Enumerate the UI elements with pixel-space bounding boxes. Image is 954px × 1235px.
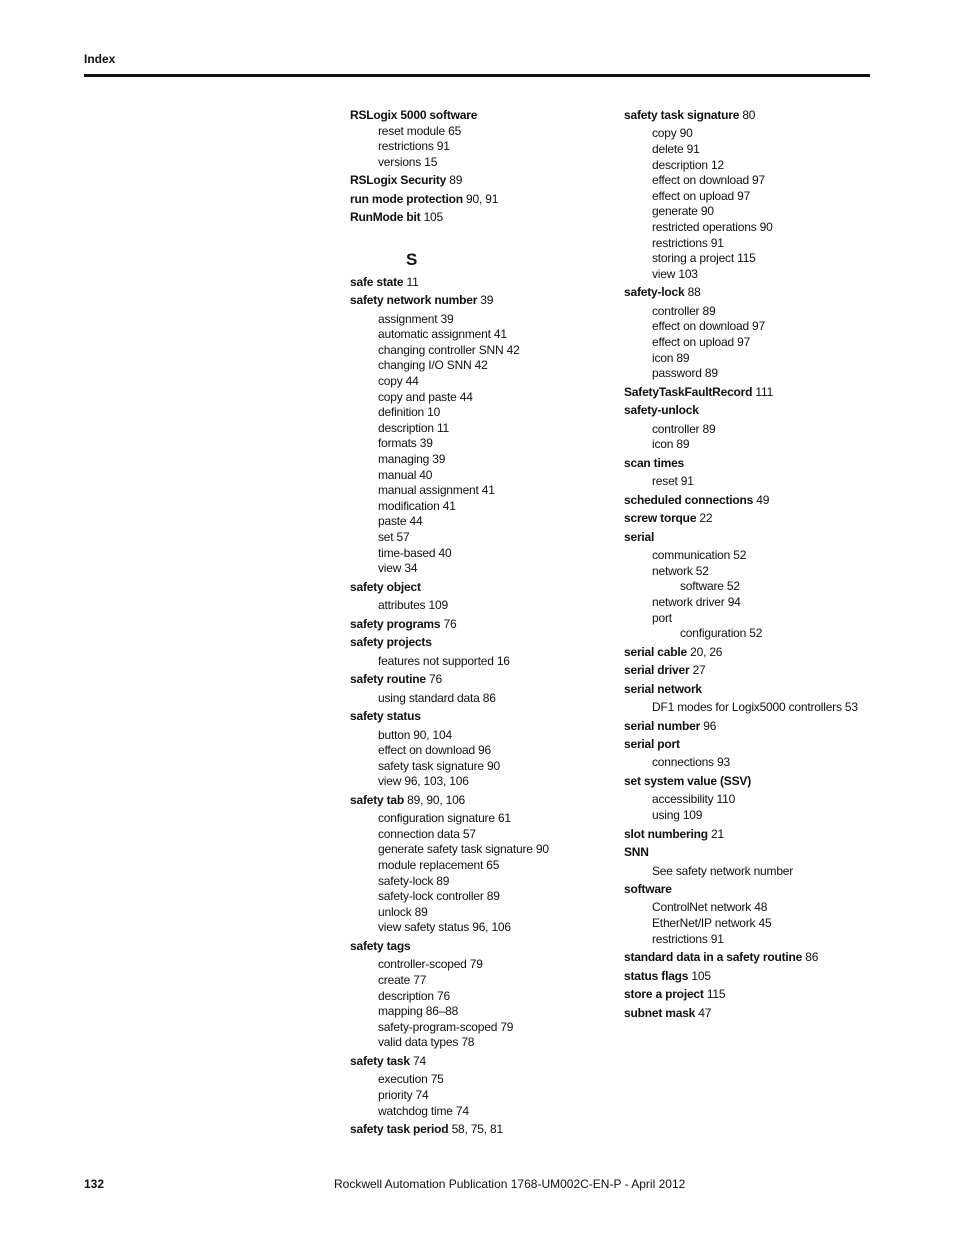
index-term: safety-lock xyxy=(624,285,685,300)
index-subentry-text: features not supported 16 xyxy=(378,653,510,668)
index-subentry-text: versions 15 xyxy=(378,154,438,169)
index-subentry xyxy=(350,743,605,759)
index-entry xyxy=(624,827,874,843)
index-subentry xyxy=(624,474,874,490)
index-term: screw torque xyxy=(624,511,697,526)
index-subentry xyxy=(350,598,605,614)
index-subentry-text: See safety network number xyxy=(652,863,794,878)
index-term: subnet mask xyxy=(624,1005,696,1020)
index-entry xyxy=(624,456,874,472)
index-term: software xyxy=(624,881,672,896)
index-subentry xyxy=(624,548,874,564)
index-page-refs: 39 xyxy=(477,293,494,308)
index-entry xyxy=(624,493,874,509)
index-subentry xyxy=(624,204,874,220)
index-subentry xyxy=(624,900,874,916)
index-subentry-text: configuration signature 61 xyxy=(378,811,511,826)
index-term: safety tags xyxy=(350,938,411,953)
index-subentry-text: software 52 xyxy=(680,579,740,594)
index-entry xyxy=(624,845,874,861)
index-subentry-text: definition 10 xyxy=(378,405,441,420)
index-subentry xyxy=(624,236,874,252)
index-page-refs: 21 xyxy=(707,826,724,841)
index-subentry-text: port xyxy=(652,610,672,625)
index-subentry xyxy=(624,335,874,351)
index-subentry xyxy=(350,957,605,973)
index-term: scan times xyxy=(624,455,685,470)
index-subentry-text: using standard data 86 xyxy=(378,690,496,705)
index-term: safety network number xyxy=(350,293,478,308)
index-term: safety task signature xyxy=(624,108,740,122)
index-subentry xyxy=(350,1104,605,1120)
index-subentry xyxy=(624,564,874,580)
index-term: serial port xyxy=(624,737,680,751)
index-subentry xyxy=(350,691,605,707)
index-subentry xyxy=(350,483,605,499)
index-term: run mode protection xyxy=(350,191,463,206)
index-subentry xyxy=(350,1020,605,1036)
index-entry xyxy=(350,793,605,809)
index-subentry xyxy=(350,390,605,406)
index-entry xyxy=(350,635,605,651)
index-subentry-text: connection data 57 xyxy=(378,826,476,841)
index-subentry-text: connections 93 xyxy=(652,755,730,770)
index-term: serial number xyxy=(624,718,701,733)
index-page-refs: 96 xyxy=(700,718,717,733)
index-term: safety object xyxy=(350,579,421,594)
index-subentry xyxy=(350,654,605,670)
index-subentry xyxy=(350,1072,605,1088)
index-subentry xyxy=(624,864,874,880)
index-subentry xyxy=(350,759,605,775)
index-entry xyxy=(624,969,874,985)
index-subentry-text: set 57 xyxy=(378,530,410,544)
index-entry xyxy=(350,275,605,291)
index-entry xyxy=(350,709,605,725)
index-subentry-text: manual 40 xyxy=(378,467,433,482)
index-subentry xyxy=(350,405,605,421)
index-subentry xyxy=(624,251,874,267)
index-subentry-text: effect on download 97 xyxy=(652,173,766,188)
index-entry xyxy=(624,385,874,401)
index-subentry xyxy=(350,374,605,390)
index-subentry xyxy=(624,267,874,283)
index-subentry xyxy=(624,422,874,438)
index-subentry-text: copy and paste 44 xyxy=(378,389,473,404)
index-subentry-text: create 77 xyxy=(378,973,427,988)
index-subentry xyxy=(624,158,874,174)
index-subentry-text: assignment 39 xyxy=(378,311,454,326)
index-subentry-text: view 103 xyxy=(652,266,698,281)
index-subentry xyxy=(624,755,874,771)
index-subentry xyxy=(350,1088,605,1104)
index-subentry-text: safety-program-scoped 79 xyxy=(378,1019,514,1034)
index-subentry xyxy=(350,124,605,140)
index-subentry-text: restrictions 91 xyxy=(652,235,724,250)
index-subentry-text: generate safety task signature 90 xyxy=(378,842,549,857)
index-subentry-text: effect on upload 97 xyxy=(652,334,751,349)
index-subentry xyxy=(624,142,874,158)
index-subentry-text: changing controller SNN 42 xyxy=(378,342,520,357)
index-subentry xyxy=(350,312,605,328)
index-subsubentry xyxy=(624,579,874,595)
index-subentry-text: view safety status 96, 106 xyxy=(378,920,511,935)
index-subentry xyxy=(350,858,605,874)
index-subentry xyxy=(624,220,874,236)
index-subentry xyxy=(624,932,874,948)
index-term: status flags xyxy=(624,968,689,983)
index-term: safety projects xyxy=(350,635,432,650)
index-subentry xyxy=(350,421,605,437)
index-subentry xyxy=(624,611,874,627)
index-term: safety-unlock xyxy=(624,403,699,418)
index-entry xyxy=(624,950,874,966)
index-term: serial network xyxy=(624,681,702,696)
index-entry xyxy=(350,1054,605,1070)
index-column-left xyxy=(350,108,605,1138)
index-subentry xyxy=(624,351,874,367)
index-subentry-text: description 76 xyxy=(378,988,450,1003)
index-entry xyxy=(624,530,874,546)
publication-info: Rockwell Automation Publication 1768-UM002C-EN-P - April 2012 xyxy=(334,1177,686,1191)
index-page-refs: 11 xyxy=(403,274,419,289)
index-subentry xyxy=(350,1004,605,1020)
index-subentry xyxy=(350,811,605,827)
index-subentry-text: controller-scoped 79 xyxy=(378,957,483,972)
index-subentry-text: effect on download 96 xyxy=(378,743,492,758)
index-subentry-text: storing a project 115 xyxy=(652,251,756,266)
index-subentry-text: DF1 modes for Logix5000 controllers 53 xyxy=(652,700,858,715)
index-subentry-text: time-based 40 xyxy=(378,545,452,560)
index-subentry xyxy=(624,173,874,189)
index-term: safe state xyxy=(350,274,404,289)
index-subentry xyxy=(350,874,605,890)
index-subentry-text: controller 89 xyxy=(652,421,716,436)
index-subentry-text: generate 90 xyxy=(652,204,714,219)
index-entry xyxy=(624,774,874,790)
index-term: SNN xyxy=(624,845,649,860)
index-subentry-text: modification 41 xyxy=(378,498,456,513)
index-entry xyxy=(624,719,874,735)
index-subentry-text: using 109 xyxy=(652,808,703,823)
index-subentry-text: managing 39 xyxy=(378,452,446,467)
index-page-refs: 115 xyxy=(703,987,726,1002)
index-subentry-text: valid data types 78 xyxy=(378,1035,475,1050)
index-page-refs: 49 xyxy=(753,492,770,507)
index-subentry-text: effect on download 97 xyxy=(652,319,766,334)
index-subentry-text: description 11 xyxy=(378,420,450,435)
index-entry xyxy=(624,285,874,301)
index-subentry-text: restrictions 91 xyxy=(378,139,450,154)
index-subentry-text: safety-lock controller 89 xyxy=(378,889,500,904)
index-term: store a project xyxy=(624,987,704,1002)
index-subentry xyxy=(624,792,874,808)
index-entry xyxy=(624,108,874,124)
index-column-right xyxy=(624,108,874,1021)
index-subentry xyxy=(350,1035,605,1051)
index-page-refs: 58, 75, 81 xyxy=(448,1122,503,1137)
index-page-refs: 88 xyxy=(684,285,701,300)
index-term: safety routine xyxy=(350,672,426,687)
index-section-letter: S xyxy=(406,249,418,269)
index-entry xyxy=(350,617,605,633)
index-subentry-text: copy 90 xyxy=(652,126,693,141)
index-term: scheduled connections xyxy=(624,492,754,507)
index-entry xyxy=(350,173,605,189)
index-entry xyxy=(624,882,874,898)
index-entry xyxy=(350,293,605,309)
index-subentry xyxy=(350,468,605,484)
index-entry xyxy=(350,108,605,124)
index-subentry-text: view 96, 103, 106 xyxy=(378,774,469,789)
index-term: serial driver xyxy=(624,663,690,678)
index-term: set system value (SSV) xyxy=(624,773,751,788)
index-subentry-text: copy 44 xyxy=(378,374,419,389)
index-subentry xyxy=(350,989,605,1005)
index-subentry xyxy=(350,436,605,452)
index-subentry-text: EtherNet/IP network 45 xyxy=(652,916,772,931)
index-subentry-text: restricted operations 90 xyxy=(652,220,773,235)
index-subentry xyxy=(624,916,874,932)
index-subentry-text: unlock 89 xyxy=(378,904,428,919)
index-subentry xyxy=(350,774,605,790)
index-subentry-text: manual assignment 41 xyxy=(378,483,495,498)
index-term: safety task xyxy=(350,1053,410,1068)
index-subentry xyxy=(624,437,874,453)
index-subentry xyxy=(624,189,874,205)
index-subentry-text: password 89 xyxy=(652,366,718,381)
index-subentry-text: network 52 xyxy=(652,563,709,578)
index-term: safety programs xyxy=(350,616,441,631)
index-page-refs: 47 xyxy=(695,1005,712,1020)
index-term: SafetyTaskFaultRecord xyxy=(624,384,753,399)
index-entry xyxy=(350,672,605,688)
index-subentry-text: formats 39 xyxy=(378,436,433,451)
index-entry xyxy=(624,682,874,698)
index-subentry xyxy=(624,126,874,142)
index-entry xyxy=(624,403,874,419)
header-rule xyxy=(84,74,870,77)
index-entry xyxy=(624,511,874,527)
index-page-refs: 76 xyxy=(425,672,442,687)
index-subentry-text: network driver 94 xyxy=(652,594,741,609)
index-subentry xyxy=(624,700,874,716)
index-entry xyxy=(624,737,874,753)
index-page-refs: 105 xyxy=(420,210,444,225)
index-term: safety tab xyxy=(350,792,405,807)
index-entry xyxy=(350,939,605,955)
index-subsubentry xyxy=(624,626,874,642)
index-subentry xyxy=(350,827,605,843)
index-page-refs: 90, 91 xyxy=(462,191,499,206)
index-subentry xyxy=(350,920,605,936)
index-page-refs: 74 xyxy=(409,1053,426,1068)
index-subentry xyxy=(350,561,605,577)
index-subentry-text: ControlNet network 48 xyxy=(652,900,768,915)
index-entry xyxy=(350,210,605,226)
index-subentry xyxy=(624,595,874,611)
index-subentry xyxy=(624,304,874,320)
index-subentry xyxy=(350,546,605,562)
running-header-title: Index xyxy=(84,52,116,66)
index-entry xyxy=(624,645,874,661)
index-subentry xyxy=(350,728,605,744)
page-number: 132 xyxy=(84,1177,105,1191)
index-page-refs: 22 xyxy=(696,511,713,526)
index-subentry-text: changing I/O SNN 42 xyxy=(378,358,488,373)
index-entry xyxy=(350,1122,605,1138)
index-subentry-text: safety-lock 89 xyxy=(378,873,450,888)
index-page-refs: 89, 90, 106 xyxy=(404,792,466,807)
index-subentry xyxy=(624,808,874,824)
index-entry xyxy=(624,987,874,1003)
index-subentry-text: description 12 xyxy=(652,157,724,172)
index-subentry-text: watchdog time 74 xyxy=(378,1103,469,1118)
index-page-refs: 89 xyxy=(446,173,463,188)
index-subentry xyxy=(624,319,874,335)
index-subentry-text: reset 91 xyxy=(652,474,694,489)
index-subentry-text: delete 91 xyxy=(652,142,700,157)
index-term: RSLogix 5000 software xyxy=(350,108,478,122)
index-subentry-text: configuration 52 xyxy=(680,626,763,641)
index-subentry-text: view 34 xyxy=(378,561,418,576)
index-entry xyxy=(624,663,874,679)
index-subentry-text: button 90, 104 xyxy=(378,727,452,742)
index-subentry-text: automatic assignment 41 xyxy=(378,327,507,342)
index-subentry-text: module replacement 65 xyxy=(378,858,500,873)
index-subentry-text: icon 89 xyxy=(652,350,690,365)
index-subentry-text: controller 89 xyxy=(652,303,716,318)
index-page-refs: 80 xyxy=(739,108,756,122)
index-term: safety status xyxy=(350,709,421,724)
index-subentry xyxy=(350,343,605,359)
index-subentry xyxy=(350,842,605,858)
index-subentry-text: mapping 86–88 xyxy=(378,1004,459,1019)
index-subentry xyxy=(350,514,605,530)
index-term: slot numbering xyxy=(624,826,708,841)
index-term: RSLogix Security xyxy=(350,173,447,188)
index-page-refs: 86 xyxy=(802,950,819,965)
index-subentry-text: accessibility 110 xyxy=(652,792,736,807)
index-subentry-text: effect on upload 97 xyxy=(652,188,751,203)
index-subentry xyxy=(350,530,605,546)
index-entry xyxy=(350,192,605,208)
index-term: standard data in a safety routine xyxy=(624,950,803,965)
index-subentry xyxy=(350,905,605,921)
index-subentry xyxy=(350,889,605,905)
index-page-refs: 105 xyxy=(688,968,711,983)
index-subentry xyxy=(350,139,605,155)
index-subentry-text: attributes 109 xyxy=(378,598,448,613)
index-subentry xyxy=(624,366,874,382)
index-subentry-text: execution 75 xyxy=(378,1072,444,1087)
index-page-refs: 111 xyxy=(752,384,774,399)
index-subentry-text: priority 74 xyxy=(378,1087,429,1102)
index-page-refs: 27 xyxy=(689,663,706,678)
index-subentry-text: icon 89 xyxy=(652,437,690,452)
index-subentry-text: safety task signature 90 xyxy=(378,758,500,773)
index-term: serial cable xyxy=(624,644,687,659)
index-subentry xyxy=(350,973,605,989)
index-subentry-text: communication 52 xyxy=(652,548,747,563)
index-page-refs: 76 xyxy=(440,616,457,631)
index-entry xyxy=(624,1006,874,1022)
index-term: RunMode bit xyxy=(350,210,421,225)
index-subentry xyxy=(350,155,605,171)
index-subentry xyxy=(350,452,605,468)
index-subentry xyxy=(350,358,605,374)
index-subentry-text: paste 44 xyxy=(378,514,423,529)
index-term: serial xyxy=(624,529,655,544)
index-term: safety task period xyxy=(350,1122,449,1137)
index-subentry xyxy=(350,499,605,515)
index-subentry xyxy=(350,327,605,343)
index-subentry-text: restrictions 91 xyxy=(652,931,724,946)
index-page-refs: 20, 26 xyxy=(686,644,723,659)
index-entry xyxy=(350,580,605,596)
index-subentry-text: reset module 65 xyxy=(378,123,462,138)
